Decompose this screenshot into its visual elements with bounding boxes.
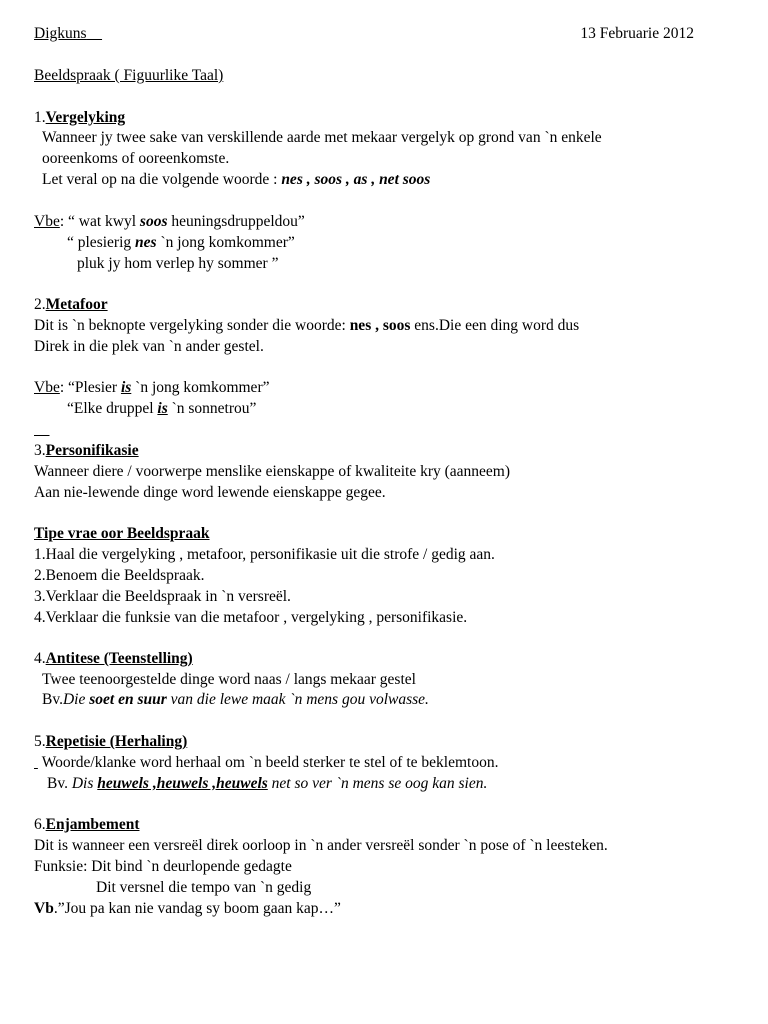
section-1-line-1: Wanneer jy twee sake van verskillende aarde met mekaar vergelyk op grond van `n enkele — [42, 129, 602, 146]
section-2-example-2: “Elke druppel is `n sonnetrou” — [67, 400, 257, 417]
page-title: Beeldspraak ( Figuurlike Taal) — [34, 67, 224, 84]
section-1-example-1: Vbe: “ wat kwyl soos heuningsdruppeldou” — [34, 213, 305, 230]
section-2-heading: 2.Metafoor — [34, 296, 108, 313]
question-item: 1.Haal die vergelyking , metafoor, personifikasie uit die strofe / gedig aan. — [34, 546, 495, 563]
section-1-example-2: “ plesierig nes `n jong komkommer” — [67, 234, 295, 251]
section-4-line-1: Twee teenoorgestelde dinge word naas / langs mekaar gestel — [42, 671, 416, 688]
section-3-line-1: Wanneer diere / voorwerpe menslike eienskappe of kwaliteite kry (aanneem) — [34, 463, 511, 480]
section-6-line-3: Dit versnel die tempo van `n gedig — [96, 879, 312, 896]
section-1-line-3: Let veral op na die volgende woorde : nes , soos , as , net soos — [42, 171, 431, 188]
question-item: 4.Verklaar die funksie van die metafoor , vergelyking , personifikasie. — [34, 609, 468, 626]
section-6-line-1: Dit is wanneer een versreël direk oorloop in `n ander versreël sonder `n pose of `n leesteken. — [34, 837, 608, 854]
section-5-heading: 5.Repetisie (Herhaling) — [34, 733, 188, 750]
section-1-example-3: pluk jy hom verlep hy sommer ” — [77, 255, 279, 272]
subject-label: Digkuns — [34, 25, 87, 42]
section-2-example-1: Vbe: “Plesier is `n jong komkommer” — [34, 379, 270, 396]
question-item: 3.Verklaar die Beeldspraak in `n versreël. — [34, 588, 291, 605]
section-6-heading: 6.Enjambement — [34, 816, 140, 833]
question-item: 2.Benoem die Beeldspraak. — [34, 567, 205, 584]
blank-underline — [34, 420, 50, 440]
section-5-example: Bv. Dis heuwels ,heuwels ,heuwels net so ver `n mens se oog kan sien. — [47, 775, 488, 792]
section-4-heading: 4.Antitese (Teenstelling) — [34, 650, 193, 667]
section-3-heading: 3.Personifikasie — [34, 442, 139, 459]
section-6-line-2: Funksie: Dit bind `n deurlopende gedagte — [34, 858, 292, 875]
section-2-line-1: Dit is `n beknopte vergelyking sonder die woorde: nes , soos ens.Die een ding word dus — [34, 317, 580, 334]
section-2-line-2: Direk in die plek van `n ander gestel. — [34, 338, 264, 355]
section-3-line-2: Aan nie-lewende dinge word lewende eienskappe gegee. — [34, 484, 386, 501]
header-left — [34, 24, 102, 44]
questions-heading: Tipe vrae oor Beeldspraak — [34, 525, 210, 542]
section-4-example: Bv.Die soet en suur van die lewe maak `n mens gou volwasse. — [42, 691, 429, 708]
section-6-example: Vb.”Jou pa kan nie vandag sy boom gaan kap…” — [34, 900, 341, 917]
section-1-line-2: ooreenkoms of ooreenkomste. — [42, 150, 230, 167]
section-5-line-1: Woorde/klanke word herhaal om `n beeld sterker te stel of te beklemtoon. — [41, 754, 499, 771]
section-1-heading: 1.Vergelyking — [34, 109, 126, 126]
header-date: 13 Februarie 2012 — [580, 25, 694, 42]
